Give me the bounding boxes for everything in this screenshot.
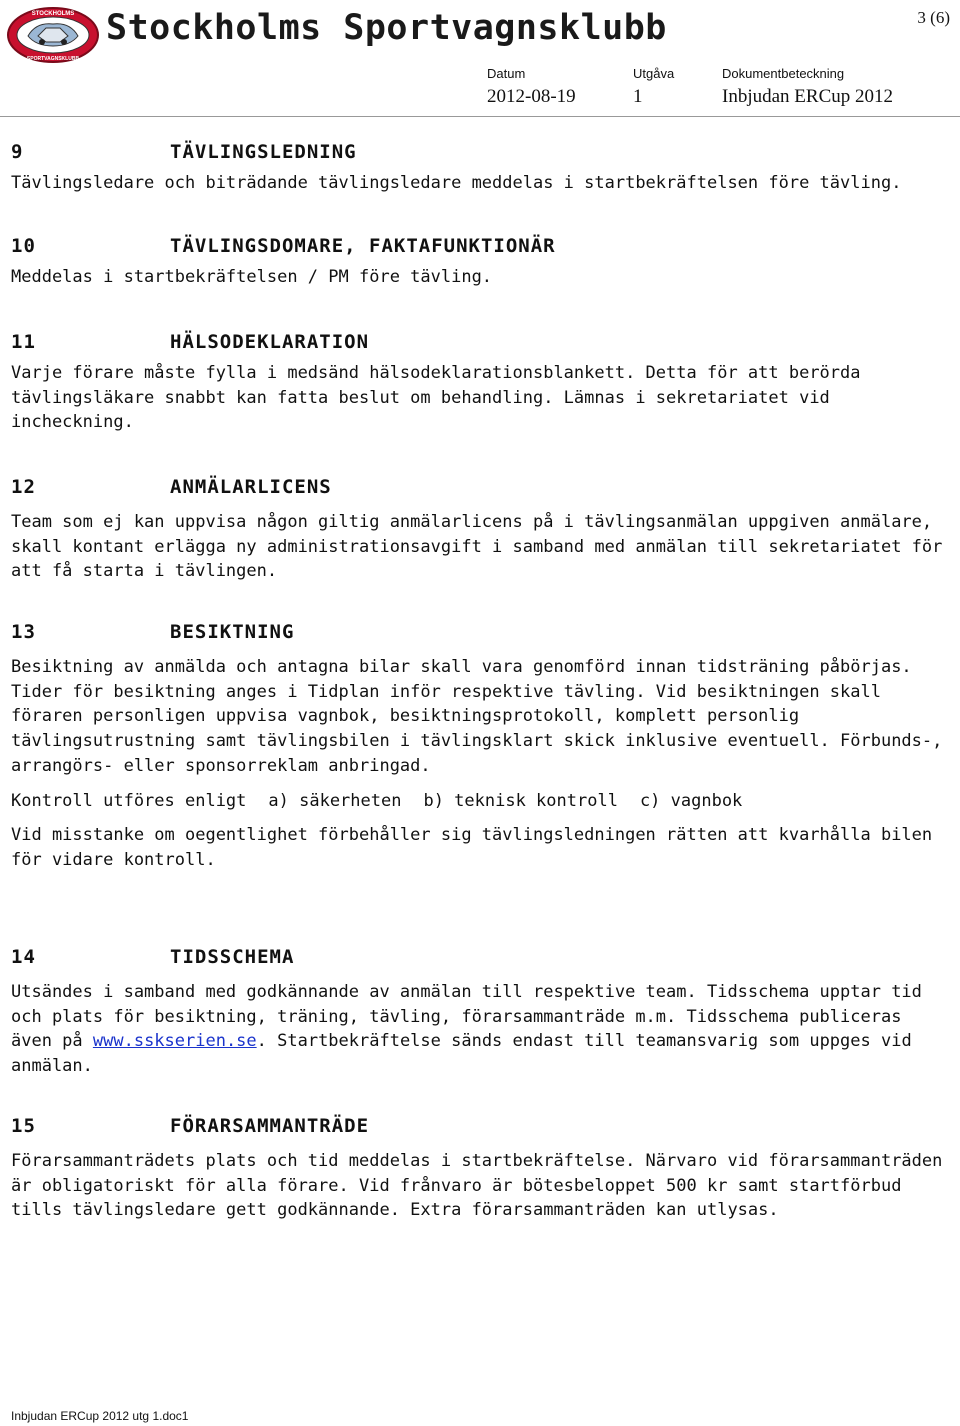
kontroll-lead: Kontroll utföres enligt	[11, 790, 247, 811]
svg-text:SPORTVAGNSKLUBB: SPORTVAGNSKLUBB	[26, 56, 80, 62]
svg-text:STOCKHOLMS: STOCKHOLMS	[31, 11, 75, 17]
section-12	[11, 476, 951, 584]
section-number: 13	[11, 621, 36, 643]
section-title: ANMÄLARLICENS	[170, 476, 332, 498]
section-number: 10	[11, 235, 36, 257]
body-text: . Startbekräftelse sänds endast till teamansvarig som uppges vid anmälan.	[11, 1031, 912, 1077]
section-body: Tävlingsledare och biträdande tävlingsledare meddelas i startbekräftelsen före tävling.	[11, 173, 902, 193]
page-number: 3 (6)	[917, 8, 950, 27]
kontroll-line	[11, 789, 951, 814]
section-number: 11	[11, 331, 36, 353]
utgava-value: 1	[633, 86, 643, 107]
header-divider	[0, 116, 960, 117]
club-title: Stockholms Sportvagnsklubb	[106, 8, 667, 48]
section-body: Vid misstanke om oegentlighet förbehåller sig tävlingsledningen rätten att kvarhålla bilen för vidare kontroll.	[11, 825, 933, 870]
section-body	[11, 980, 951, 1079]
club-logo	[6, 6, 100, 64]
section-title: TÄVLINGSDOMARE, FAKTAFUNKTIONÄR	[170, 235, 556, 257]
section-title: TIDSSCHEMA	[170, 946, 295, 968]
section-number: 9	[11, 141, 24, 163]
section-10	[11, 235, 951, 290]
utgava-label: Utgåva	[633, 66, 675, 81]
datum-label: Datum	[487, 66, 526, 81]
section-15	[11, 1115, 951, 1223]
section-title: BESIKTNING	[170, 621, 295, 643]
kontroll-c: c) vagnbok	[639, 790, 743, 811]
section-14	[11, 946, 951, 1079]
section-number: 14	[11, 946, 36, 968]
section-number: 15	[11, 1115, 36, 1137]
section-body: Besiktning av anmälda och antagna bilar skall vara genomförd innan tidsträning påbörjas. Tider för besiktning anges i Tidplan inför respektive tävling. Vid besiktningen skall föraren personligen uppvisa vagnbok, besiktningsprotokoll, komplett personlig tävlingsutrustning samt tävlingsbilen i tävlingsklart skick inklusive eventuell. Förbunds-, arrangörs- eller sponsorreklam anbringad.	[11, 657, 943, 776]
document-value: Inbjudan ERCup 2012	[722, 86, 893, 107]
datum-value: 2012-08-19	[487, 86, 576, 107]
section-body: Team som ej kan uppvisa någon giltig anmälarlicens på i tävlingsanmälan uppgiven anmälare, skall kontant erlägga ny administrationsavgift i samband med anmälan till sekretariatet för att få starta i tävlingen.	[11, 512, 943, 582]
sskserien-link[interactable]: www.sskserien.se	[92, 1031, 257, 1052]
section-title: TÄVLINGSLEDNING	[170, 141, 357, 163]
kontroll-a: a) säkerheten	[268, 790, 402, 811]
section-body: Meddelas i startbekräftelsen / PM före tävling.	[11, 267, 493, 287]
document-label: Dokumentbeteckning	[722, 66, 845, 81]
footer-filename: Inbjudan ERCup 2012 utg 1.doc1	[11, 1409, 189, 1423]
section-title: FÖRARSAMMANTRÄDE	[170, 1115, 370, 1137]
body-text: Utsändes i samband med godkännande av anmälan till respektive team. Tidsschema upptar tid och plats för besiktning, träning, tävling, förarsammanträde m.m. Tidsschema publiceras även på	[11, 982, 922, 1052]
section-9	[11, 141, 951, 196]
section-body: Varje förare måste fylla i medsänd hälsodeklarationsblankett. Detta för att berörda tävlingsläkare snabbt kan fatta beslut om behandling. Lämnas i sekretariatet vid incheckning.	[11, 363, 861, 433]
section-11	[11, 331, 951, 435]
section-13	[11, 621, 951, 873]
kontroll-b: b) teknisk kontroll	[423, 790, 618, 811]
section-title: HÄLSODEKLARATION	[170, 331, 370, 353]
section-body: Förarsammanträdets plats och tid meddelas i startbekräftelse. Närvaro vid förarsammanträden är obligatoriskt för alla förare. Vid frånvaro är bötesbeloppet 500 kr samt startförbud tills tävlingsledare gett godkännande. Extra förarsammanträden kan utlysas.	[11, 1151, 943, 1221]
section-number: 12	[11, 476, 36, 498]
